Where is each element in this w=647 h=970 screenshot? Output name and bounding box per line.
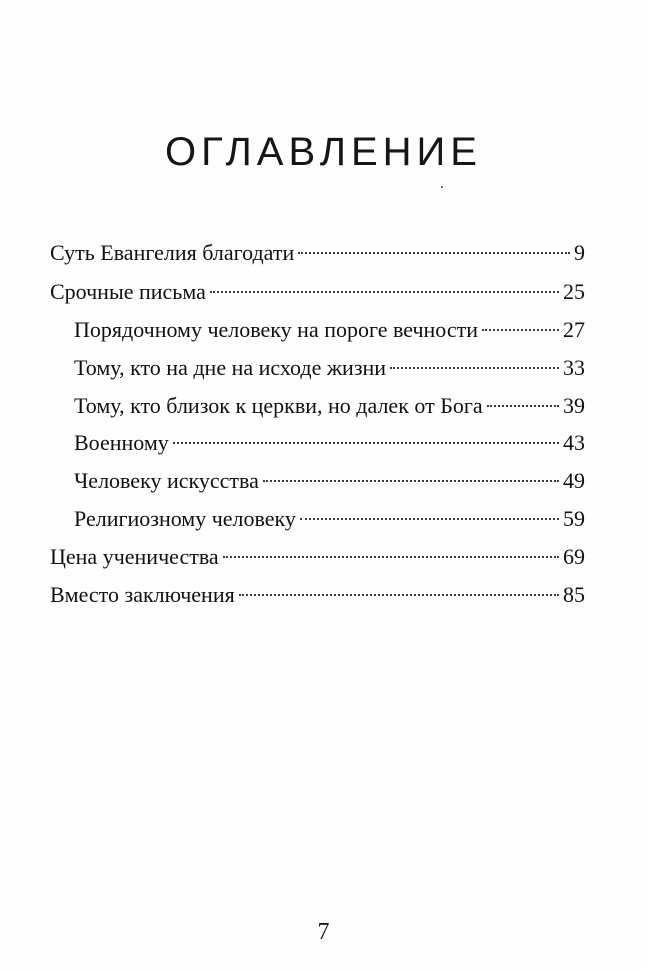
toc-entry-title: Военному: [74, 430, 169, 455]
toc-entry-page: 33: [563, 355, 585, 380]
dot-leader: [482, 329, 559, 331]
dot-leader: [223, 556, 559, 558]
toc-entry[interactable]: [74, 353, 585, 383]
dot-leader: [210, 291, 559, 293]
toc-entry-title: Вместо заключения: [50, 582, 235, 607]
dot-leader: [173, 442, 559, 444]
toc-entry-title: Религиозному человеку: [74, 506, 296, 531]
dot-leader: [300, 518, 559, 520]
toc-entry-page: 59: [563, 506, 585, 531]
toc-entry[interactable]: [50, 238, 585, 268]
toc-entry-page: 27: [563, 317, 585, 342]
page-title: ОГЛАВЛЕНИЕ: [165, 130, 482, 174]
toc-entry-title: Суть Евангелия благодати: [50, 240, 295, 265]
toc-entry[interactable]: [74, 428, 585, 458]
print-speck: [441, 186, 443, 188]
page-number: 7: [317, 919, 330, 945]
toc-entry-page: 25: [563, 279, 585, 304]
toc-entry-page: 85: [563, 582, 585, 607]
toc-entry-title: Тому, кто на дне на исходе жизни: [74, 355, 387, 380]
dot-leader: [298, 252, 570, 254]
toc-entry[interactable]: [74, 466, 585, 496]
toc-entry[interactable]: [50, 580, 585, 610]
toc-entry-title: Тому, кто близок к церкви, но далек от Бога: [74, 393, 483, 418]
toc-entry[interactable]: [50, 542, 585, 572]
toc-entry-title: Человеку искусства: [74, 468, 259, 493]
toc-entry[interactable]: [74, 504, 585, 534]
toc-entry[interactable]: [74, 391, 585, 421]
toc-entry[interactable]: [50, 277, 585, 307]
toc-entry-page: 49: [563, 468, 585, 493]
toc-entry-page: 9: [574, 240, 585, 265]
dot-leader: [487, 405, 559, 407]
dot-leader: [239, 594, 559, 596]
toc-entry-page: 69: [563, 544, 585, 569]
dot-leader: [263, 480, 559, 482]
dot-leader: [390, 367, 559, 369]
toc-entry-page: 39: [563, 393, 585, 418]
toc-entry[interactable]: [74, 315, 585, 345]
toc-entry-title: Срочные письма: [50, 279, 206, 304]
toc-entry-page: 43: [563, 430, 585, 455]
toc-entry-title: Порядочному человеку на пороге вечности: [74, 317, 479, 342]
toc-entry-title: Цена ученичества: [50, 544, 219, 569]
